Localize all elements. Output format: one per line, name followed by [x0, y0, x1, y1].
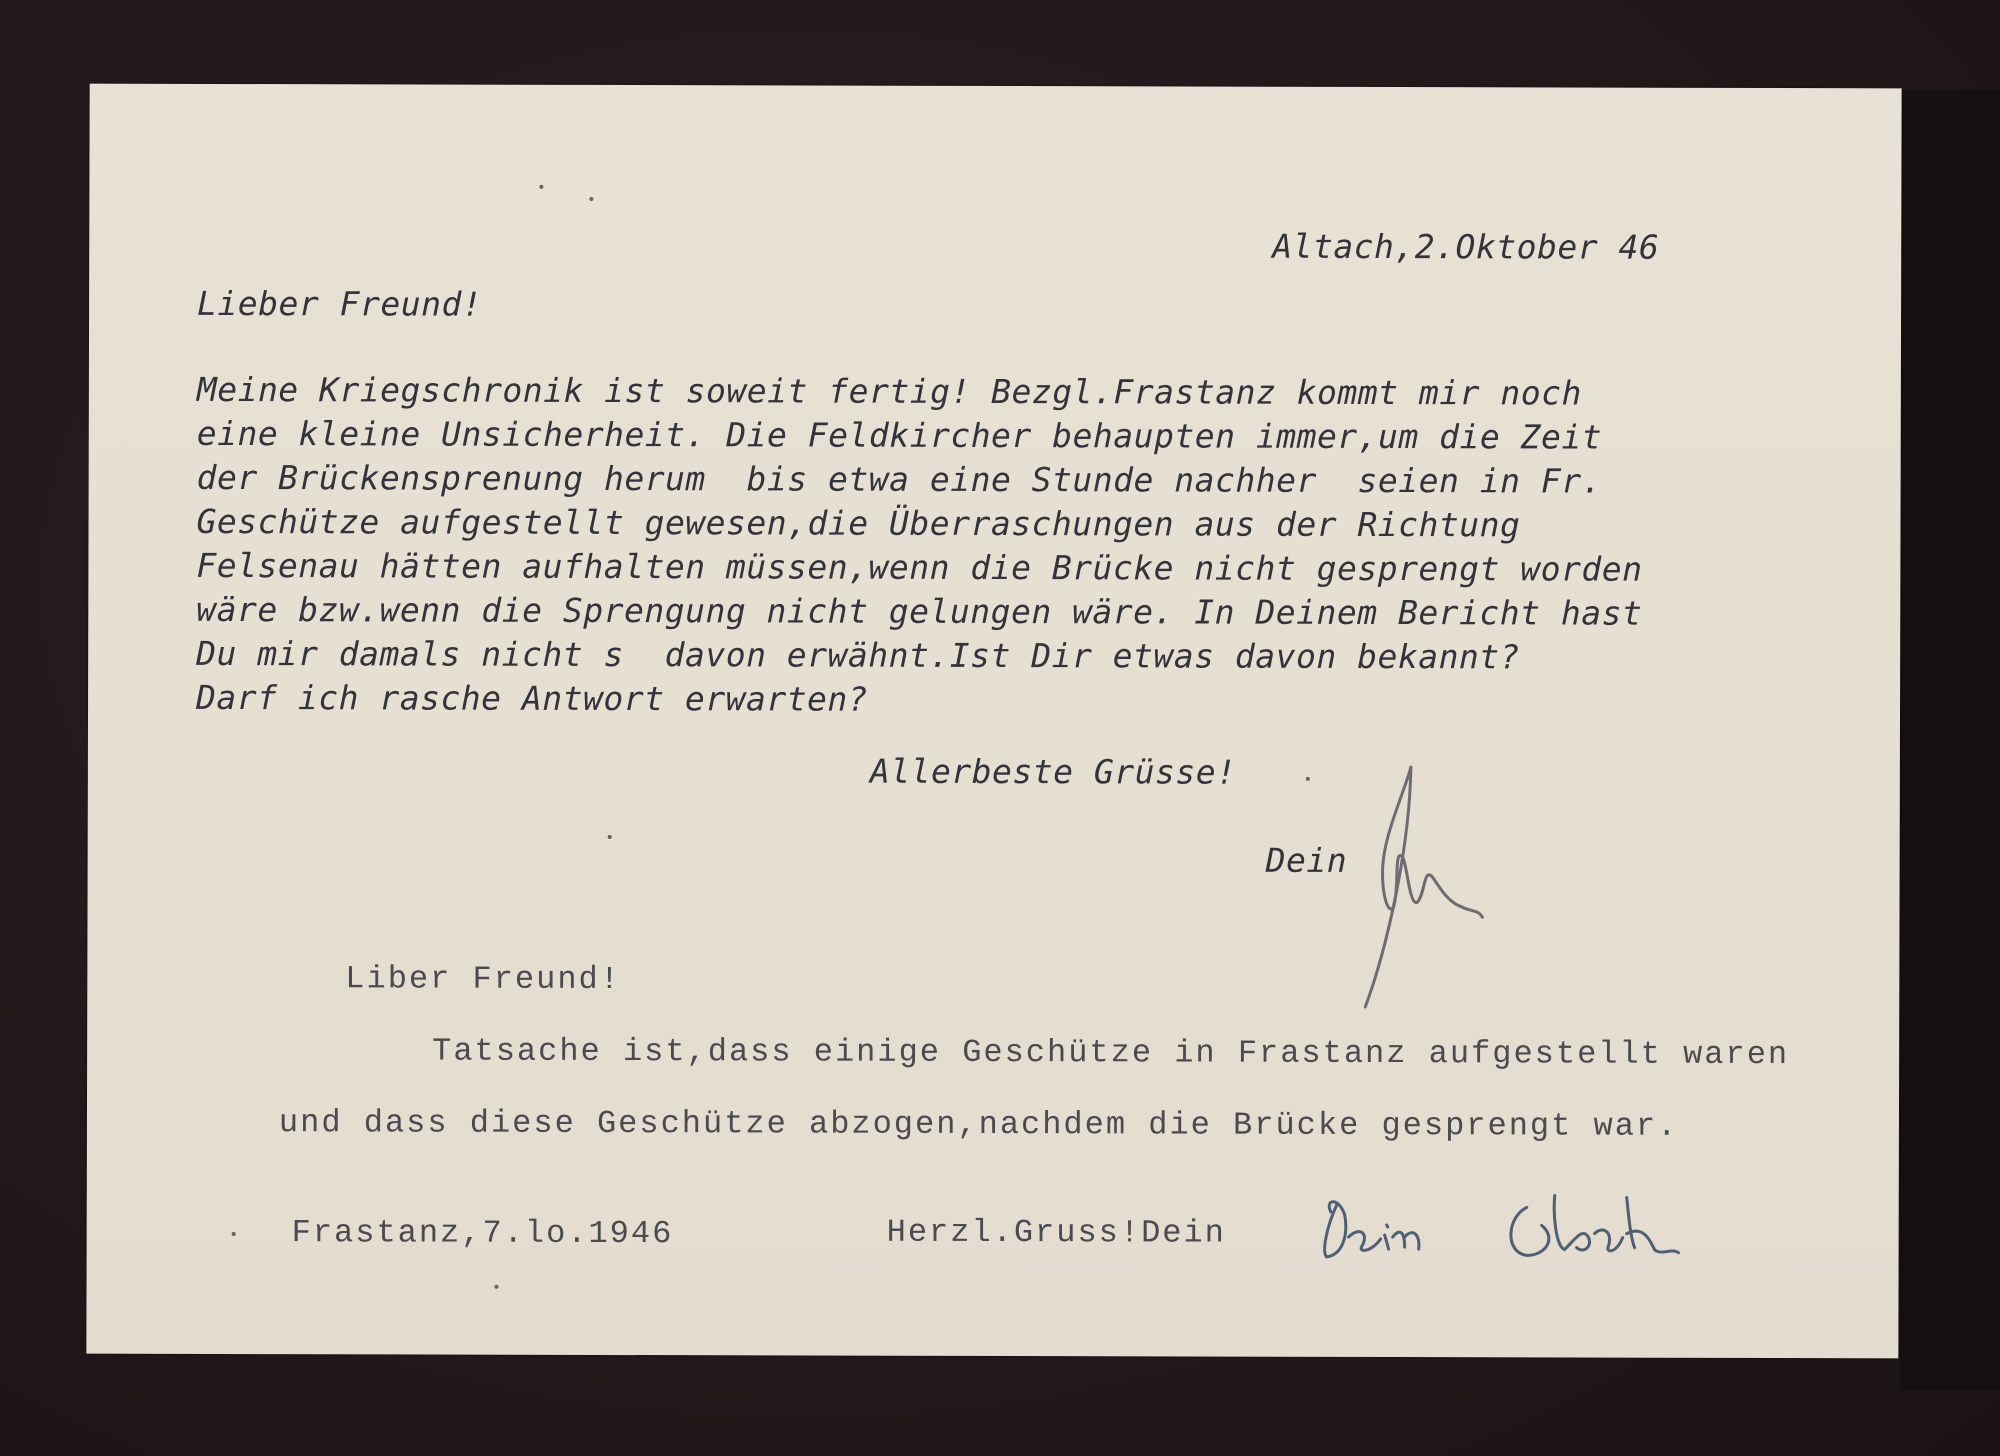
backdrop-shadow	[1900, 90, 2000, 1390]
letter-paper	[86, 84, 1901, 1359]
letter2-salutation: Liber Freund!	[345, 960, 622, 999]
letter2-body-line: und dass diese Geschütze abzogen,nachdem die Brücke gesprengt war.	[278, 1104, 1679, 1145]
letter1-body-line: wäre bzw.wenn die Sprengung nicht gelungen wäre. In Deinem Bericht hast	[196, 589, 1643, 633]
letter1-body-line: Darf ich rasche Antwort erwarten?	[196, 677, 869, 719]
letter1-body-line: Du mir damals nicht s davon erwähnt.Ist Dir etwas davon bekannt?	[196, 633, 1521, 677]
letter1-closing: Allerbeste Grüsse!	[869, 751, 1237, 792]
letter1-body-line: eine kleine Unsicherheit. Die Feldkircher behaupten immer,um die Zeit	[196, 413, 1603, 457]
letter2-body-line: Tatsache ist,dass einige Geschütze in Frastanz aufgestellt waren	[432, 1032, 1790, 1074]
letter2-place-date: Frastanz,7.lo.1946	[291, 1214, 674, 1253]
letter1-body-line: Meine Kriegschronik ist soweit fertig! Bezgl.Frastanz kommt mir noch	[196, 369, 1582, 413]
letter1-body-line: Felsenau hätten aufhalten müssen,wenn die Brücke nicht gesprengt worden	[196, 545, 1643, 589]
letter1-salutation: Lieber Freund!	[197, 283, 483, 324]
letter1-place-date: Altach,2.Oktober 46	[1272, 226, 1660, 267]
letter1-body-line: der Brückensprenung herum bis etwa eine Stunde nachher seien in Fr.	[196, 457, 1603, 501]
letter2-closing: Herzl.Gruss!Dein	[886, 1213, 1226, 1252]
letter1-body-line: Geschütze aufgestellt gewesen,die Überraschungen aus der Richtung	[196, 501, 1521, 545]
letter1-sign-off: Dein	[1265, 840, 1348, 880]
